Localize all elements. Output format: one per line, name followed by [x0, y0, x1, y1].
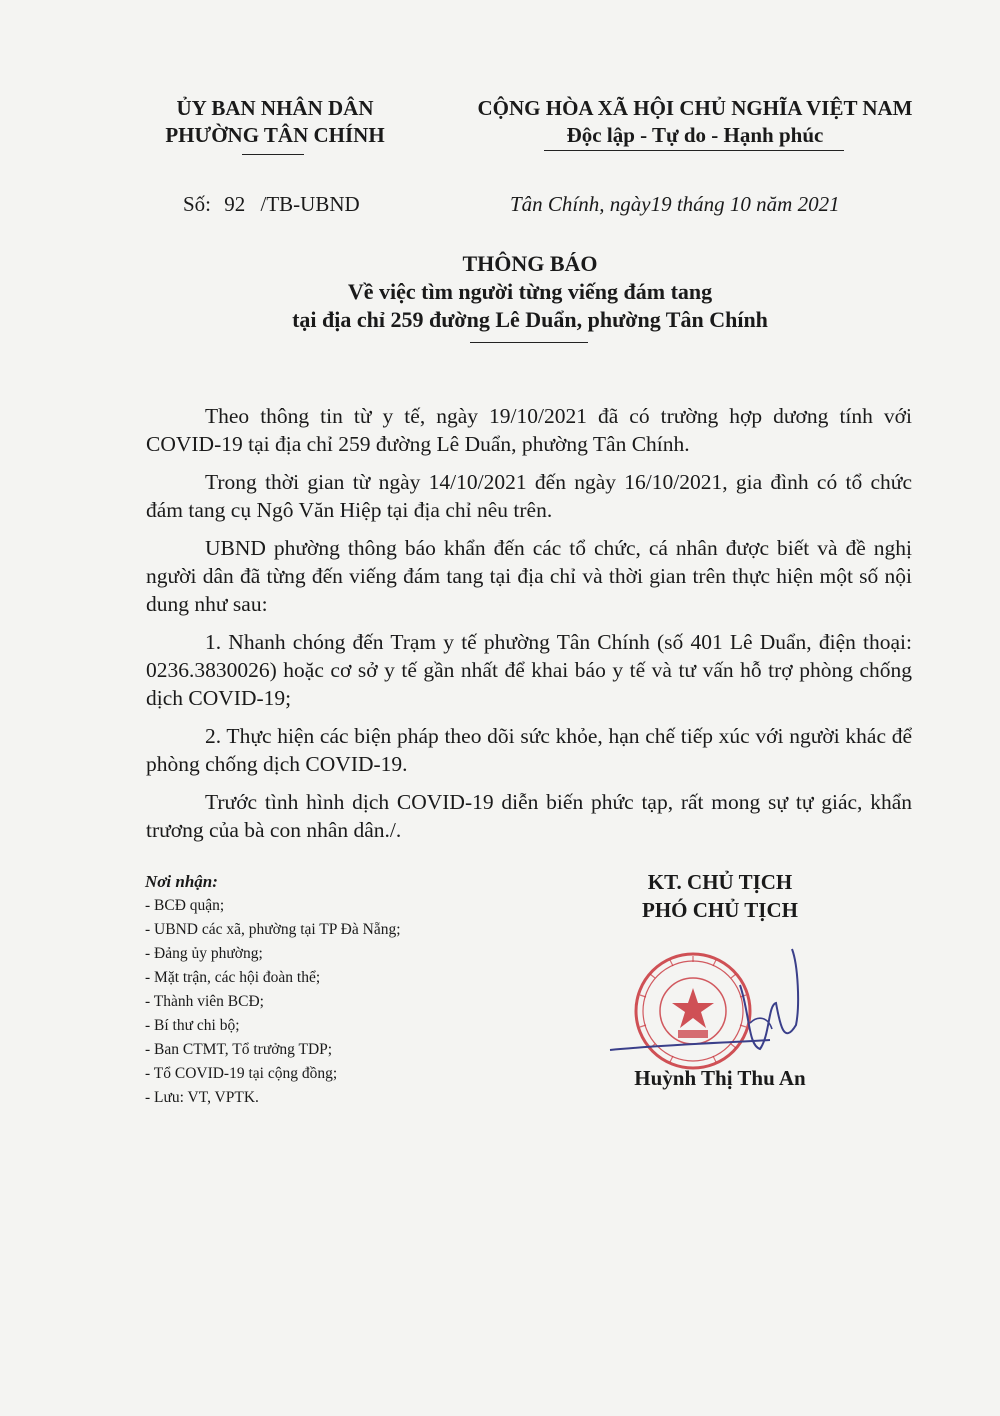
- recipient-item: - BCĐ quận;: [145, 897, 225, 914]
- doc-number-prefix: Số:: [183, 192, 212, 216]
- recipient-item: - Mặt trận, các hội đoàn thể;: [145, 969, 321, 986]
- signature-line-2: PHÓ CHỦ TỊCH: [642, 898, 798, 922]
- recipient-item: - Tổ COVID-19 tại cộng đồng;: [145, 1065, 338, 1082]
- body-paragraph-5: 2. Thực hiện các biện pháp theo dõi sức khỏe, hạn chế tiếp xúc với người khác để phòng chống dịch COVID-19.: [146, 724, 912, 776]
- document-number: [183, 192, 360, 217]
- issuing-agency: [130, 95, 420, 149]
- body-paragraph-3: UBND phường thông báo khẩn đến các tổ chức, cá nhân được biết và đề nghị người dân đã từng đến viếng đám tang tại địa chỉ và thời gian trên thực hiện một số nội dung như sau:: [146, 536, 912, 616]
- nation-line-2: Độc lập - Tự do - Hạnh phúc: [566, 123, 824, 147]
- handwritten-signature: [600, 945, 810, 1065]
- recipient-item: - UBND các xã, phường tại TP Đà Nẵng;: [145, 921, 401, 938]
- notice-title: [180, 250, 880, 334]
- agency-line-2: PHƯỜNG TÂN CHÍNH: [165, 123, 385, 147]
- agency-underline: [242, 154, 304, 155]
- signature-line-1: KT. CHỦ TỊCH: [647, 870, 793, 894]
- recipients-list: [145, 870, 545, 1110]
- date-line: Tân Chính, ngày19 tháng 10 năm 2021: [510, 192, 840, 216]
- body-paragraph-1: Theo thông tin từ y tế, ngày 19/10/2021 đã có trường hợp dương tính với COVID-19 tại địa chỉ 259 đường Lê Duẩn, phường Tân Chính.: [146, 404, 912, 456]
- title-underline: [470, 342, 588, 343]
- recipient-item: - Ban CTMT, Tổ trưởng TDP;: [145, 1041, 333, 1058]
- notice-body: [146, 402, 912, 854]
- recipients-heading: Nơi nhận:: [145, 872, 218, 891]
- recipient-item: - Thành viên BCĐ;: [145, 993, 264, 1010]
- agency-line-1: ỦY BAN NHÂN DÂN: [176, 96, 374, 120]
- body-paragraph-4: 1. Nhanh chóng đến Trạm y tế phường Tân Chính (số 401 Lê Duẩn, điện thoại: 0236.3830026) hoặc cơ sở y tế gần nhất để khai báo y tế và tư vấn hỗ trợ phòng chống dịch COVID-19;: [146, 630, 912, 710]
- signature-title: [590, 868, 850, 924]
- title-heading: THÔNG BÁO: [462, 251, 598, 276]
- doc-number-suffix: /TB-UBND: [260, 192, 360, 216]
- title-subtitle-1: Về việc tìm người từng viếng đám tang: [347, 279, 713, 304]
- recipient-item: - Bí thư chi bộ;: [145, 1017, 240, 1034]
- doc-number-value: 92: [224, 192, 246, 216]
- title-subtitle-2: tại địa chỉ 259 đường Lê Duẩn, phường Tân Chính: [292, 307, 768, 332]
- recipient-item: - Đảng ủy phường;: [145, 945, 263, 962]
- body-paragraph-6: Trước tình hình dịch COVID-19 diễn biến phức tạp, rất mong sự tự giác, khẩn trương của bà con nhân dân./.: [146, 790, 912, 842]
- recipient-item: - Lưu: VT, VPTK.: [145, 1089, 259, 1106]
- motto-underline: [544, 150, 844, 151]
- national-motto: [445, 95, 945, 149]
- nation-line-1: CỘNG HÒA XÃ HỘI CHỦ NGHĨA VIỆT NAM: [477, 96, 913, 120]
- body-paragraph-2: Trong thời gian từ ngày 14/10/2021 đến ngày 16/10/2021, gia đình có tổ chức đám tang cụ Ngô Văn Hiệp tại địa chỉ nêu trên.: [146, 470, 912, 522]
- signer-name: Huỳnh Thị Thu An: [634, 1066, 806, 1090]
